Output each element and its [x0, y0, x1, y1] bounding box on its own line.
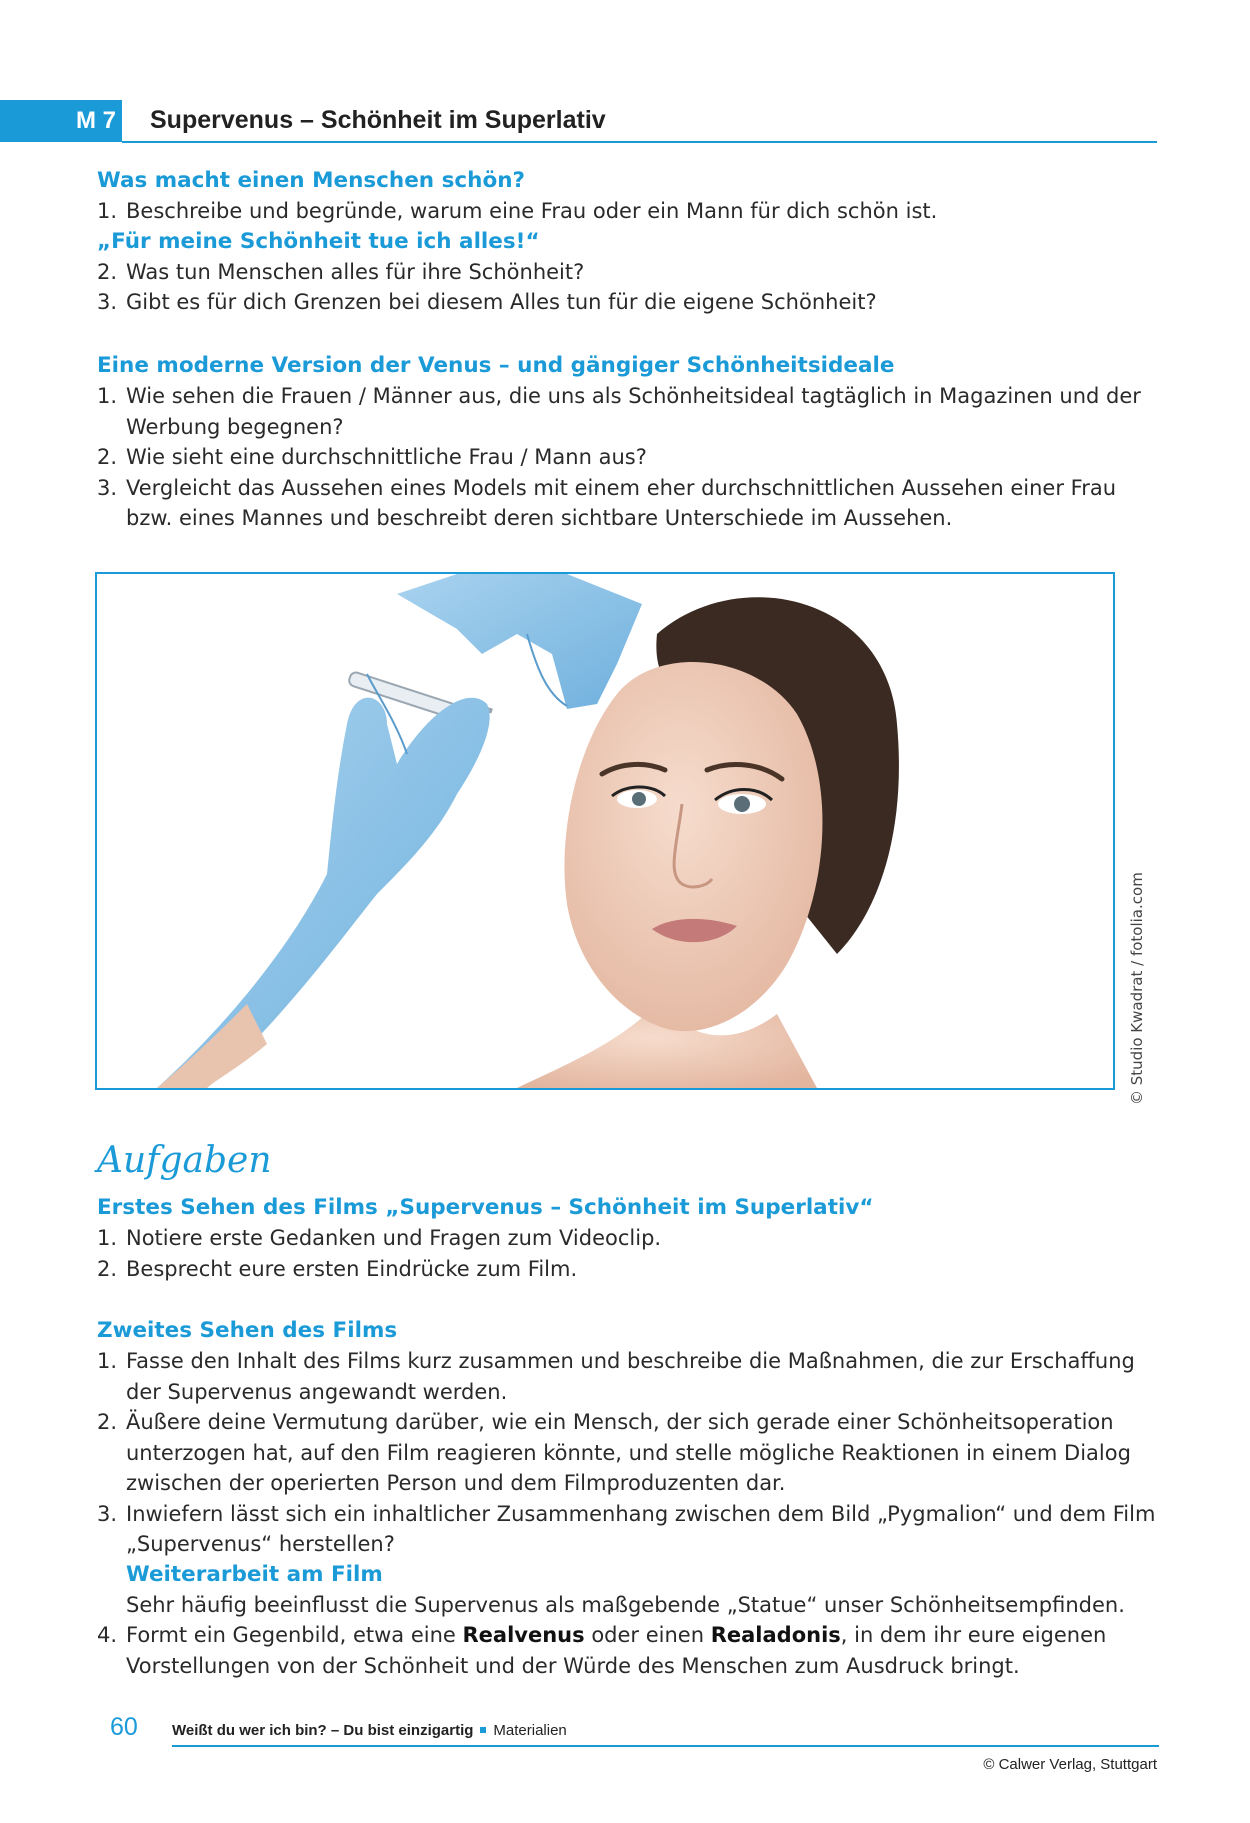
item-text: Gibt es für dich Grenzen bei diesem Alles tun für die eigene Schönheit? [126, 290, 877, 314]
section-heading: Erstes Sehen des Films „Supervenus – Schönheit im Superlativ“ [97, 1195, 874, 1220]
list-item [97, 1254, 1159, 1285]
item-number: 1. [97, 1349, 118, 1373]
section-second-viewing [97, 1316, 1159, 1681]
item-text: Wie sieht eine durchschnittliche Frau / Mann aus? [126, 445, 647, 469]
item-text: Fasse den Inhalt des Films kurz zusammen und beschreibe die Maßnahmen, die zur Erschaffung der Supervenus angewandt werden. [126, 1349, 1135, 1404]
list-item [97, 381, 1159, 442]
section-heading: Zweites Sehen des Films [97, 1318, 398, 1343]
list-item [97, 196, 1159, 227]
subsection-heading: Weiterarbeit am Film [126, 1561, 383, 1587]
item-text: Formt ein Gegenbild, etwa eine [126, 1623, 463, 1647]
header-divider [122, 141, 1157, 143]
item-text: Beschreibe und begründe, warum eine Frau oder ein Mann für dich schön ist. [126, 199, 938, 223]
item-text: Inwiefern lässt sich ein inhaltlicher Zusammenhang zwischen dem Bild „Pygmalion“ und dem Film „Supervenus“ herstellen? [126, 1501, 1156, 1556]
square-bullet-icon [480, 1727, 486, 1733]
item-text: Vergleicht das Aussehen eines Models mit einem eher durchschnittlichen Aussehen einer Frau bzw. eines Mannes und beschreibt deren sichtbare Unterschiede im Aussehen. [126, 475, 1117, 530]
section-first-viewing [97, 1193, 1159, 1284]
paragraph: Sehr häufig beeinflusst die Supervenus als maßgebende „Statue“ unser Schönheitsempfinden. [126, 1592, 1125, 1617]
photo-illustration [97, 574, 1113, 1088]
footer-divider [172, 1745, 1159, 1747]
list-item [97, 1223, 1159, 1254]
item-number: 1. [97, 199, 118, 223]
item-number: 2. [97, 445, 118, 469]
list-item [97, 473, 1159, 534]
item-text: Was tun Menschen alles für ihre Schönheit? [126, 259, 585, 284]
section-heading: Eine moderne Version der Venus – und gängiger Schönheitsideale [97, 353, 895, 378]
list-item [97, 1346, 1159, 1407]
item-number: 2. [97, 1256, 118, 1281]
list-item [97, 287, 1159, 318]
item-number: 1. [97, 1226, 118, 1250]
item-number: 3. [97, 475, 118, 500]
section-heading: „Für meine Schönheit tue ich alles!“ [97, 228, 540, 254]
photo-credit: © Studio Kwadrat / fotolia.com [1128, 872, 1146, 1105]
list-item [97, 1407, 1159, 1499]
botox-photo [95, 572, 1115, 1090]
copyright-notice: © Calwer Verlag, Stuttgart [983, 1756, 1157, 1773]
book-title: Weißt du wer ich bin? – Du bist einzigartig [172, 1722, 474, 1739]
page-number: 60 [110, 1713, 138, 1741]
item-number: 3. [97, 290, 118, 314]
footer-section: Materialien [493, 1722, 567, 1739]
emphasis-text: Realadonis [710, 1623, 841, 1647]
page-title: Supervenus – Schönheit im Superlativ [150, 106, 606, 134]
list-item [97, 1620, 1159, 1681]
list-item [97, 442, 1159, 473]
item-number: 2. [97, 1410, 118, 1434]
item-text: Besprecht eure ersten Eindrücke zum Film. [126, 1256, 578, 1281]
footer-book-info [172, 1722, 567, 1739]
tasks-title: Aufgaben [97, 1140, 272, 1181]
list-item [97, 257, 1159, 288]
list-item [97, 1499, 1159, 1560]
section-heading: Was macht einen Menschen schön? [97, 168, 525, 193]
item-text: Wie sehen die Frauen / Männer aus, die uns als Schönheitsideal tagtäglich in Magazinen und der Werbung begegnen? [126, 384, 1141, 439]
item-number: 4. [97, 1623, 118, 1647]
item-text: Äußere deine Vermutung darüber, wie ein Mensch, der sich gerade einer Schönheitsoperation unterzogen hat, auf den Film reagieren könnte, und stelle mögliche Reaktionen in einem Dialog zwischen der operierten Person und dem Filmproduzenten dar. [126, 1410, 1131, 1495]
item-text: Notiere erste Gedanken und Fragen zum Videoclip. [126, 1226, 662, 1250]
material-badge: M 7 [0, 100, 122, 142]
item-number: 2. [97, 259, 118, 284]
item-text: oder einen [584, 1623, 711, 1647]
section-venus [97, 351, 1159, 534]
item-number: 3. [97, 1501, 118, 1526]
item-text: , in dem ihr eure eigenen Vorstellungen von der Schönheit und der Würde des Menschen zum Ausdruck bringt. [126, 1623, 1107, 1678]
item-number: 1. [97, 384, 118, 408]
section-beauty [97, 166, 1159, 318]
emphasis-text: Realvenus [462, 1623, 585, 1647]
